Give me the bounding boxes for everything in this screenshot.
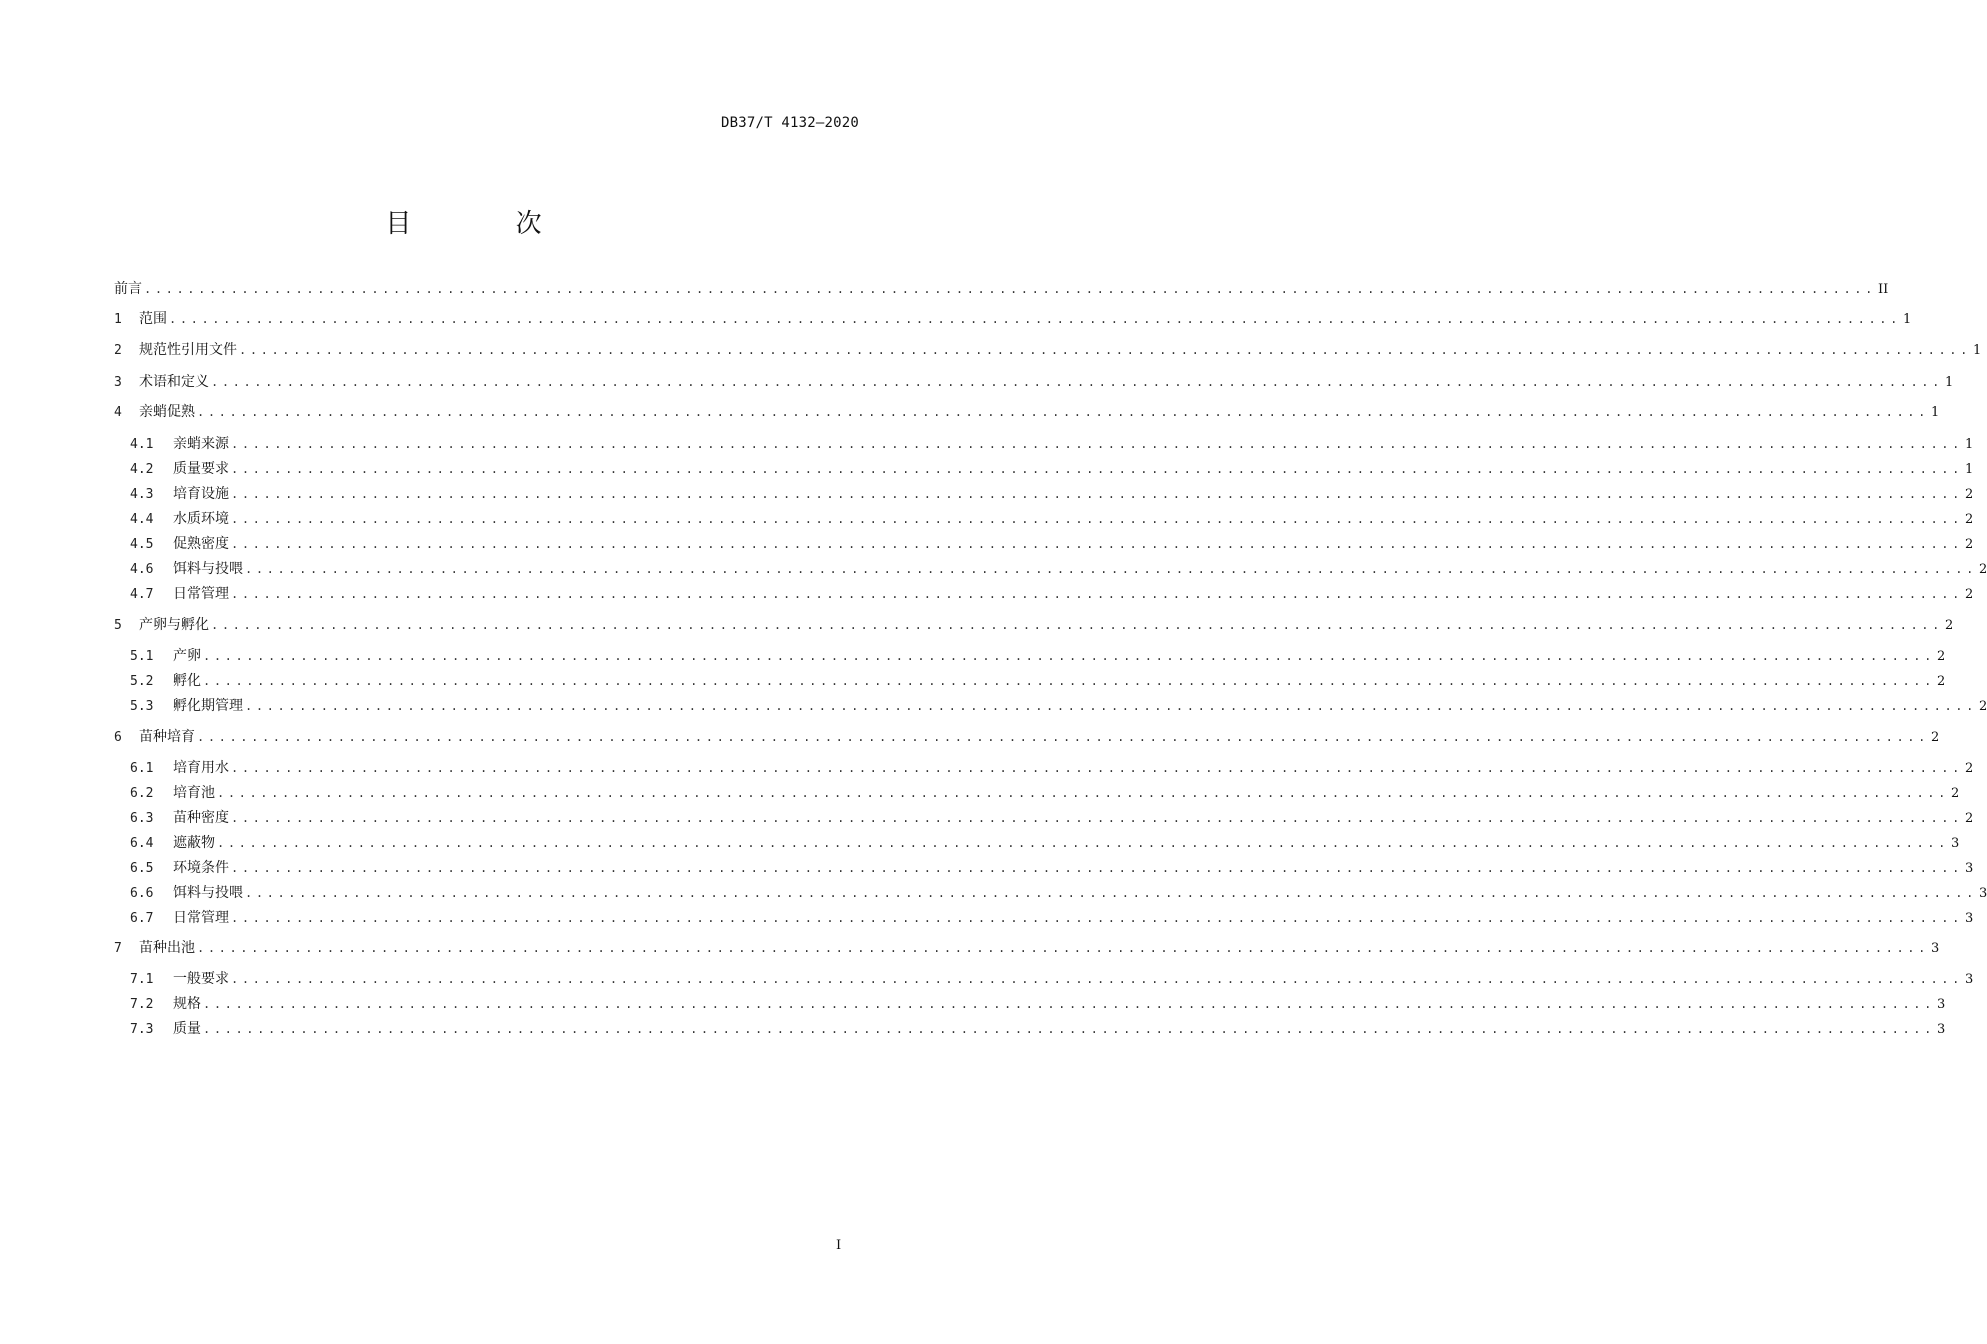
toc-entry-label: 促熟密度 [173, 536, 229, 552]
toc-dot-leader: ................................................................................................................................................................ [239, 343, 1971, 357]
toc-entry-number: 3 [114, 375, 122, 390]
toc-entry-number: 2 [114, 343, 122, 358]
toc-entry-number: 4.5 [130, 537, 154, 552]
toc-entry-page: 2 [1964, 512, 1974, 527]
toc-entry[interactable] [130, 883, 1987, 903]
toc-dot-leader: ................................................................................................................................................................ [231, 911, 1963, 925]
toc-dot-leader: ................................................................................................................................................................ [203, 674, 1935, 688]
toc-entry-label: 术语和定义 [139, 374, 209, 390]
document-code: DB37/T 4132—2020 [720, 115, 859, 131]
toc-entry-label: 苗种密度 [173, 810, 229, 826]
toc-entry-page: 3 [1930, 941, 1940, 956]
toc-entry[interactable] [130, 808, 1974, 828]
toc-entry-label: 产卵 [173, 648, 201, 664]
toc-entry[interactable] [114, 402, 1940, 422]
toc-entry-number: 6.2 [130, 786, 154, 801]
toc-entry-page: 2 [1964, 761, 1974, 776]
toc-dot-leader: ................................................................................................................................................................ [231, 512, 1963, 526]
toc-dot-leader: ................................................................................................................................................................ [197, 941, 1929, 955]
toc-dot-leader: ................................................................................................................................................................ [217, 786, 1949, 800]
toc-entry-page: 1 [1944, 375, 1954, 390]
toc-entry-number: 5.2 [130, 674, 154, 689]
toc-entry-label: 日常管理 [173, 910, 229, 926]
toc-dot-leader: ................................................................................................................................................................ [144, 282, 1876, 296]
toc-entry[interactable] [130, 559, 1987, 579]
toc-entry-label: 环境条件 [173, 860, 229, 876]
toc-entry-number: 4.4 [130, 512, 154, 527]
toc-entry-label: 培育池 [173, 785, 215, 801]
toc-entry-number: 7.3 [130, 1022, 154, 1037]
toc-entry-label: 产卵与孵化 [139, 617, 209, 633]
toc-entry-number: 7 [114, 941, 122, 956]
toc-entry-page: 1 [1972, 343, 1982, 358]
toc-entry[interactable] [130, 783, 1960, 803]
toc-entry-page: 1 [1964, 437, 1974, 452]
toc-entry-number: 6 [114, 730, 122, 745]
toc-entry-page: 2 [1936, 649, 1946, 664]
toc-entry-page: 1 [1902, 312, 1912, 327]
toc-entry-page: 2 [1930, 730, 1940, 745]
toc-entry-number: 4.6 [130, 562, 154, 577]
toc-dot-leader: ................................................................................................................................................................ [231, 761, 1963, 775]
toc-entry-label: 规格 [173, 996, 201, 1012]
toc-entry-label: 孵化 [173, 673, 201, 689]
toc-entry-page: 2 [1944, 618, 1954, 633]
toc-entry-label: 范围 [139, 311, 167, 327]
toc-entry-number: 4.3 [130, 487, 154, 502]
toc-entry-number: 6.5 [130, 861, 154, 876]
toc-entry[interactable] [130, 858, 1974, 878]
toc-entry-page: 3 [1964, 911, 1974, 926]
toc-entry[interactable] [130, 696, 1987, 716]
toc-entry[interactable] [130, 484, 1974, 504]
toc-entry-page: 3 [1936, 1022, 1946, 1037]
toc-entry-label: 质量要求 [173, 461, 229, 477]
toc-entry[interactable] [130, 1019, 1946, 1039]
toc-entry-page: 2 [1936, 674, 1946, 689]
toc-dot-leader: ................................................................................................................................................................ [217, 836, 1949, 850]
toc-entry[interactable] [130, 833, 1960, 853]
toc-entry[interactable] [130, 994, 1946, 1014]
toc-entry-number: 4.1 [130, 437, 154, 452]
toc-dot-leader: ................................................................................................................................................................ [203, 997, 1935, 1011]
toc-entry[interactable] [130, 646, 1946, 666]
toc-entry-label: 培育设施 [173, 486, 229, 502]
toc-entry-number: 6.4 [130, 836, 154, 851]
toc-entry[interactable] [114, 372, 1954, 392]
toc-dot-leader: ................................................................................................................................................................ [231, 437, 1963, 451]
toc-dot-leader: ................................................................................................................................................................ [197, 730, 1929, 744]
toc-entry-page: 2 [1964, 587, 1974, 602]
toc-entry-page: 2 [1964, 487, 1974, 502]
toc-entry[interactable] [130, 509, 1974, 529]
toc-entry-label: 培育用水 [173, 760, 229, 776]
toc-dot-leader: ................................................................................................................................................................ [203, 1022, 1935, 1036]
toc-entry-number: 6.7 [130, 911, 154, 926]
toc-entry[interactable] [130, 434, 1974, 454]
toc-dot-leader: ................................................................................................................................................................ [231, 487, 1963, 501]
toc-dot-leader: ................................................................................................................................................................ [203, 649, 1935, 663]
toc-entry-page: 2 [1978, 562, 1987, 577]
toc-entry[interactable] [130, 908, 1974, 928]
toc-entry-page: 2 [1978, 699, 1987, 714]
toc-entry[interactable] [130, 758, 1974, 778]
toc-entry-page: 3 [1964, 972, 1974, 987]
toc-dot-leader: ................................................................................................................................................................ [231, 972, 1963, 986]
page-title: 目 次 [385, 209, 590, 239]
toc-dot-leader: ................................................................................................................................................................ [231, 462, 1963, 476]
toc-entry-number: 6.3 [130, 811, 154, 826]
toc-entry[interactable] [114, 340, 1982, 360]
toc-dot-leader: ................................................................................................................................................................ [245, 562, 1977, 576]
toc-entry[interactable] [130, 969, 1974, 989]
toc-entry-page: 1 [1930, 405, 1940, 420]
toc-entry-number: 6.1 [130, 761, 154, 776]
toc-entry-label: 苗种培育 [139, 729, 195, 745]
toc-entry-label: 日常管理 [173, 586, 229, 602]
toc-entry-page: 3 [1950, 836, 1960, 851]
toc-entry[interactable] [130, 534, 1974, 554]
toc-entry-label: 亲蛸促熟 [139, 404, 195, 420]
toc-entry-label: 遮蔽物 [173, 835, 215, 851]
toc-entry-number: 5.1 [130, 649, 154, 664]
toc-entry-number: 4 [114, 405, 122, 420]
toc-entry-label: 质量 [173, 1021, 201, 1037]
toc-entry[interactable] [114, 938, 1940, 958]
footer-page-number: I [836, 1238, 842, 1253]
toc-dot-leader: ................................................................................................................................................................ [211, 618, 1943, 632]
toc-entry[interactable] [130, 459, 1974, 479]
toc-entry-number: 4.7 [130, 587, 154, 602]
toc-entry-page: 1 [1964, 462, 1974, 477]
toc-dot-leader: ................................................................................................................................................................ [245, 699, 1977, 713]
toc-entry-page: 3 [1978, 886, 1987, 901]
toc-entry-number: 5 [114, 618, 122, 633]
toc-entry-number: 1 [114, 312, 122, 327]
toc-entry-label: 饵料与投喂 [173, 885, 243, 901]
toc-dot-leader: ................................................................................................................................................................ [245, 886, 1977, 900]
toc-dot-leader: ................................................................................................................................................................ [231, 537, 1963, 551]
toc-entry-number: 4.2 [130, 462, 154, 477]
toc-entry-label: 前言 [114, 281, 142, 297]
toc-entry-number: 7.2 [130, 997, 154, 1012]
toc-entry-page: 3 [1964, 861, 1974, 876]
toc-entry-label: 苗种出池 [139, 940, 195, 956]
toc-entry-page: 2 [1950, 786, 1960, 801]
toc-entry[interactable] [114, 615, 1954, 635]
toc-entry-label: 一般要求 [173, 971, 229, 987]
toc-entry-page: 3 [1936, 997, 1946, 1012]
toc-entry-label: 亲蛸来源 [173, 436, 229, 452]
toc-entry-label: 水质环境 [173, 511, 229, 527]
toc-dot-leader: ................................................................................................................................................................ [169, 312, 1901, 326]
toc-entry[interactable] [130, 584, 1974, 604]
toc-entry-label: 饵料与投喂 [173, 561, 243, 577]
toc-dot-leader: ................................................................................................................................................................ [231, 587, 1963, 601]
toc-entry[interactable] [130, 671, 1946, 691]
toc-dot-leader: ................................................................................................................................................................ [211, 375, 1943, 389]
toc-entry-number: 5.3 [130, 699, 154, 714]
toc-entry[interactable] [114, 309, 1912, 329]
toc-entry-page: II [1877, 282, 1889, 297]
toc-entry[interactable] [114, 727, 1940, 747]
toc-entry[interactable] [114, 279, 1889, 299]
toc-dot-leader: ................................................................................................................................................................ [197, 405, 1929, 419]
toc-dot-leader: ................................................................................................................................................................ [231, 811, 1963, 825]
toc-entry-label: 孵化期管理 [173, 698, 243, 714]
toc-dot-leader: ................................................................................................................................................................ [231, 861, 1963, 875]
toc-entry-page: 2 [1964, 811, 1974, 826]
toc-entry-page: 2 [1964, 537, 1974, 552]
toc-entry-number: 7.1 [130, 972, 154, 987]
toc-entry-label: 规范性引用文件 [139, 342, 237, 358]
toc-entry-number: 6.6 [130, 886, 154, 901]
